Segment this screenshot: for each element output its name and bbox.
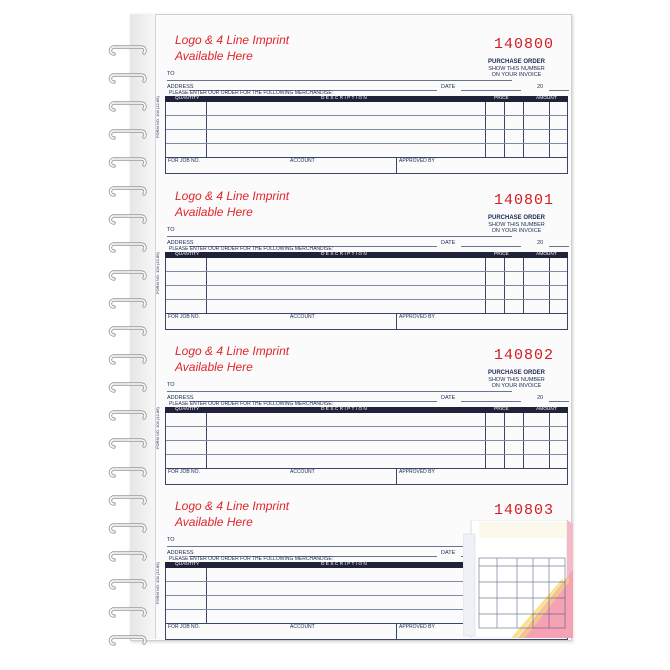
description-header: D E S C R I P T I O N xyxy=(321,562,367,567)
purchase-order-form xyxy=(155,20,568,173)
amount-header: AMOUNT xyxy=(536,407,557,412)
address-label: ADDRESS xyxy=(167,240,194,246)
imprint-text xyxy=(175,498,289,530)
show-number-line-2: ON YOUR INVOICE xyxy=(491,72,542,78)
date-label: DATE xyxy=(441,84,456,90)
to-field[interactable] xyxy=(167,227,512,237)
imprint-text xyxy=(175,32,289,64)
to-label: TO xyxy=(167,227,175,233)
binding-ring xyxy=(108,129,148,141)
imprint-text xyxy=(175,188,289,220)
price-header: PRICE xyxy=(494,252,509,257)
to-label: TO xyxy=(167,382,175,388)
account-label: ACCOUNT xyxy=(290,624,315,630)
form-number-label: FORM NO. 104 (12-86) xyxy=(155,562,160,604)
date-field[interactable] xyxy=(461,401,521,402)
binding-ring xyxy=(108,101,148,113)
binding-ring xyxy=(108,635,148,647)
binding-ring xyxy=(108,382,148,394)
job-number-label: FOR JOB NO. xyxy=(168,624,200,630)
date-field[interactable] xyxy=(461,246,521,247)
form-number-label: FORM NO. 104 (12-86) xyxy=(155,252,160,294)
imprint-line-2: Available Here xyxy=(175,49,253,63)
binding-ring xyxy=(108,242,148,254)
approved-by-label: APPROVED BY xyxy=(399,624,435,630)
to-field[interactable] xyxy=(167,71,512,81)
order-table[interactable] xyxy=(165,413,568,469)
address-label: ADDRESS xyxy=(167,550,194,556)
po-number: 140802 xyxy=(493,347,554,364)
binding-ring xyxy=(108,438,148,450)
binding-ring xyxy=(108,607,148,619)
approved-by-label: APPROVED BY xyxy=(399,158,435,164)
binding-ring xyxy=(108,214,148,226)
year-label: 20 xyxy=(537,84,544,90)
imprint-line-2: Available Here xyxy=(175,515,253,529)
to-field[interactable] xyxy=(167,537,512,547)
binding-ring xyxy=(108,186,148,198)
form-number-label: FORM NO. 104 (12-86) xyxy=(155,96,160,138)
to-label: TO xyxy=(167,71,175,77)
imprint-line-1: Logo & 4 Line Imprint xyxy=(175,189,290,203)
show-number-line-1: SHOW THIS NUMBER xyxy=(488,221,545,228)
imprint-line-1: Logo & 4 Line Imprint xyxy=(175,499,290,513)
price-header: PRICE xyxy=(494,407,509,412)
form-footer xyxy=(165,313,568,330)
order-instruction: PLEASE ENTER OUR ORDER FOR THE FOLLOWING MERCHANDISE: xyxy=(169,401,334,407)
form-number-label: FORM NO. 104 (12-86) xyxy=(155,407,160,449)
year-label: 20 xyxy=(537,395,544,401)
binding-ring xyxy=(108,495,148,507)
year-field[interactable] xyxy=(549,90,569,91)
form-footer xyxy=(165,468,568,485)
po-title-label: PURCHASE ORDER xyxy=(487,59,545,65)
amount-header: AMOUNT xyxy=(536,96,557,101)
account-label: ACCOUNT xyxy=(290,469,315,475)
order-instruction: PLEASE ENTER OUR ORDER FOR THE FOLLOWING MERCHANDISE: xyxy=(169,556,334,562)
purchase-order-form xyxy=(155,176,568,329)
account-label: ACCOUNT xyxy=(290,314,315,320)
show-number-line-1: SHOW THIS NUMBER xyxy=(488,376,545,383)
order-table[interactable] xyxy=(165,102,568,158)
binding-ring xyxy=(108,270,148,282)
description-header: D E S C R I P T I O N xyxy=(321,96,367,101)
binding-ring xyxy=(108,551,148,563)
quantity-header: QUANTITY xyxy=(175,562,200,567)
binding-ring xyxy=(108,298,148,310)
date-label: DATE xyxy=(441,395,456,401)
order-instruction: PLEASE ENTER OUR ORDER FOR THE FOLLOWING MERCHANDISE: xyxy=(169,246,334,252)
binding-ring xyxy=(108,73,148,85)
description-header: D E S C R I P T I O N xyxy=(321,252,367,257)
approved-by-label: APPROVED BY xyxy=(399,314,435,320)
year-label: 20 xyxy=(537,240,544,246)
carbonless-copies xyxy=(463,520,573,638)
address-label: ADDRESS xyxy=(167,395,194,401)
show-number-line-1: SHOW THIS NUMBER xyxy=(488,65,545,72)
approved-by-label: APPROVED BY xyxy=(399,469,435,475)
description-header: D E S C R I P T I O N xyxy=(321,407,367,412)
po-title-label: PURCHASE ORDER xyxy=(487,215,545,221)
order-table[interactable] xyxy=(165,258,568,314)
date-label: DATE xyxy=(441,550,456,556)
binding-ring xyxy=(108,523,148,535)
quantity-header: QUANTITY xyxy=(175,407,200,412)
po-number: 140801 xyxy=(493,192,554,209)
purchase-order-form xyxy=(155,331,568,484)
to-field[interactable] xyxy=(167,382,512,392)
imprint-line-1: Logo & 4 Line Imprint xyxy=(175,344,290,358)
year-field[interactable] xyxy=(549,401,569,402)
po-number: 140800 xyxy=(493,36,554,53)
show-number-line-2: ON YOUR INVOICE xyxy=(491,228,542,234)
quantity-header: QUANTITY xyxy=(175,252,200,257)
date-field[interactable] xyxy=(461,90,521,91)
year-field[interactable] xyxy=(549,246,569,247)
imprint-line-2: Available Here xyxy=(175,205,253,219)
show-number-line-2: ON YOUR INVOICE xyxy=(491,383,542,389)
job-number-label: FOR JOB NO. xyxy=(168,158,200,164)
date-label: DATE xyxy=(441,240,456,246)
job-number-label: FOR JOB NO. xyxy=(168,469,200,475)
binding-ring xyxy=(108,326,148,338)
binding-ring xyxy=(108,410,148,422)
address-label: ADDRESS xyxy=(167,84,194,90)
quantity-header: QUANTITY xyxy=(175,96,200,101)
account-label: ACCOUNT xyxy=(290,158,315,164)
binding-ring xyxy=(108,45,148,57)
imprint-text xyxy=(175,343,289,375)
imprint-line-1: Logo & 4 Line Imprint xyxy=(175,33,290,47)
binding-ring xyxy=(108,157,148,169)
po-number: 140803 xyxy=(493,502,554,519)
binding-ring xyxy=(108,354,148,366)
po-title-label: PURCHASE ORDER xyxy=(487,370,545,376)
binding-ring xyxy=(108,579,148,591)
imprint-line-2: Available Here xyxy=(175,360,253,374)
form-footer xyxy=(165,157,568,174)
amount-header: AMOUNT xyxy=(536,252,557,257)
to-label: TO xyxy=(167,537,175,543)
binding-ring xyxy=(108,467,148,479)
job-number-label: FOR JOB NO. xyxy=(168,314,200,320)
order-instruction: PLEASE ENTER OUR ORDER FOR THE FOLLOWING MERCHANDISE: xyxy=(169,90,334,96)
price-header: PRICE xyxy=(494,96,509,101)
